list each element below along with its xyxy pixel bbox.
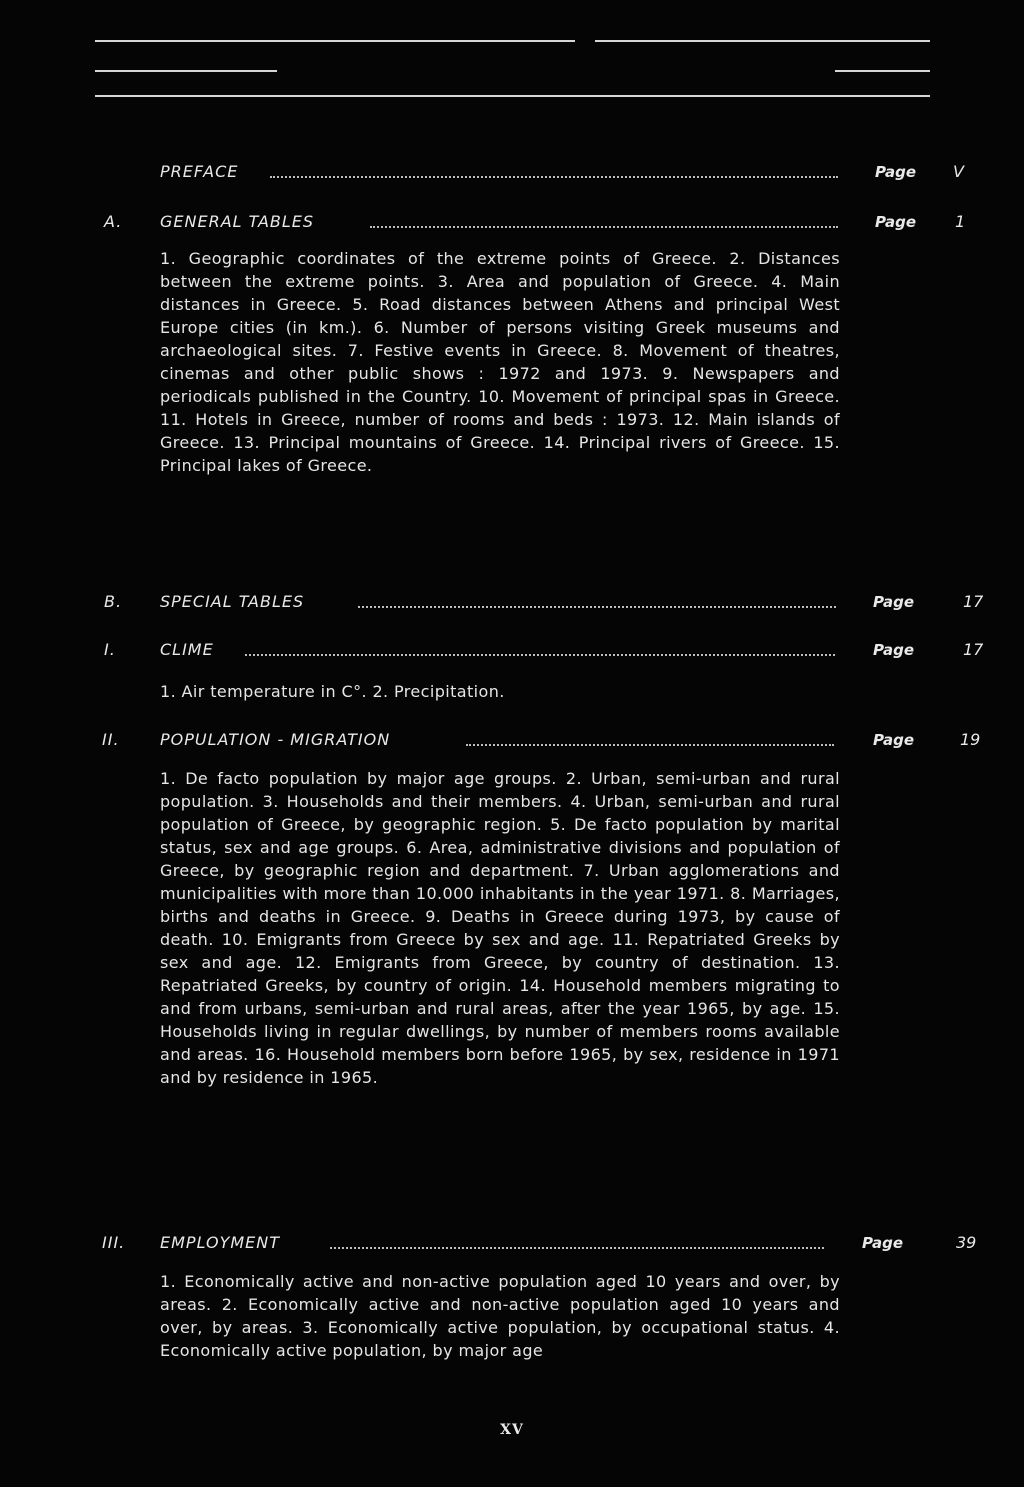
header-rule: [95, 70, 277, 72]
toc-heading: EMPLOYMENT: [160, 1233, 281, 1252]
page-number: V: [953, 162, 964, 181]
dot-leader: [370, 226, 838, 228]
page-word: Page: [873, 641, 915, 659]
toc-heading: GENERAL TABLES: [160, 212, 315, 231]
toc-description: 1. Geographic coordinates of the extreme points of Greece. 2. Distances between the extreme points. 3. Area and population of Greece. 4. Main distances in Greece. 5. Road distances between Athens and principal West Europe cities (in km.). 6. Number of persons visiting Greek museums and archaeological sites. 7. Festive events in Greece. 8. Movement of theatres, cinemas and other public shows : 1972 and 1973. 9. Newspapers and periodicals published in the Country. 10. Movement of principal spas in Greece. 11. Hotels in Greece, number of rooms and beds : 1973. 12. Main islands of Greece. 13. Principal mountains of Greece. 14. Principal rivers of Greece. 15. Principal lakes of Greece.: [160, 249, 840, 475]
page-word: Page: [875, 163, 917, 181]
header-rule: [95, 40, 575, 42]
page-number: 17: [963, 592, 984, 611]
page-folio: XV: [500, 1422, 524, 1438]
page-word: Page: [875, 213, 917, 231]
section-marker: A.: [104, 212, 123, 231]
toc-heading: PREFACE: [160, 162, 239, 181]
toc-heading: CLIME: [160, 640, 214, 659]
page-number: 19: [960, 730, 981, 749]
header-rule: [595, 40, 930, 42]
section-marker: B.: [104, 592, 123, 611]
page-number: 1: [955, 212, 966, 231]
toc-heading: POPULATION - MIGRATION: [160, 730, 391, 749]
section-marker: II.: [102, 730, 120, 749]
toc-heading: SPECIAL TABLES: [160, 592, 305, 611]
section-marker: I.: [104, 640, 116, 659]
page-number: 17: [963, 640, 984, 659]
dot-leader: [270, 176, 838, 178]
toc-description: 1. Economically active and non-active population aged 10 years and over, by areas. 2. Economically active and non-active population aged 10 years and over, by areas. 3. Economically active population, by occupational status. 4. Economically active population, by major age: [160, 1272, 840, 1360]
section-marker: III.: [102, 1233, 126, 1252]
page-word: Page: [873, 731, 915, 749]
page-number: 39: [956, 1233, 977, 1252]
dot-leader: [330, 1247, 824, 1249]
dot-leader: [466, 744, 834, 746]
header-rule: [835, 70, 930, 72]
toc-description: 1. De facto population by major age groups. 2. Urban, semi-urban and rural population. 3. Households and their members. 4. Urban, semi-urban and rural population of Greece, by geographic region. 5. De facto population by marital status, sex and age groups. 6. Area, administrative divisions and population of Greece, by geographic region and department. 7. Urban agglomerations and municipalities with more than 10.000 inhabitants in the year 1971. 8. Marriages, births and deaths in Greece. 9. Deaths in Greece during 1973, by cause of death. 10. Emigrants from Greece by sex and age. 11. Repatriated Greeks by sex and age. 12. Emigrants from Greece, by country of destination. 13. Repatriated Greeks, by country of origin. 14. Household members migrating to and from urbans, semi-urban and rural areas, after the year 1965, by age. 15. Households living in regular dwellings, by number of members rooms available and areas. 16. Household members born before 1965, by sex, residence in 1971 and by residence in 1965.: [160, 769, 840, 1087]
page-word: Page: [862, 1234, 904, 1252]
page-word: Page: [873, 593, 915, 611]
dot-leader: [358, 606, 836, 608]
header-rule: [95, 95, 930, 97]
dot-leader: [245, 654, 835, 656]
toc-description: 1. Air temperature in C°. 2. Precipitation.: [160, 682, 505, 701]
